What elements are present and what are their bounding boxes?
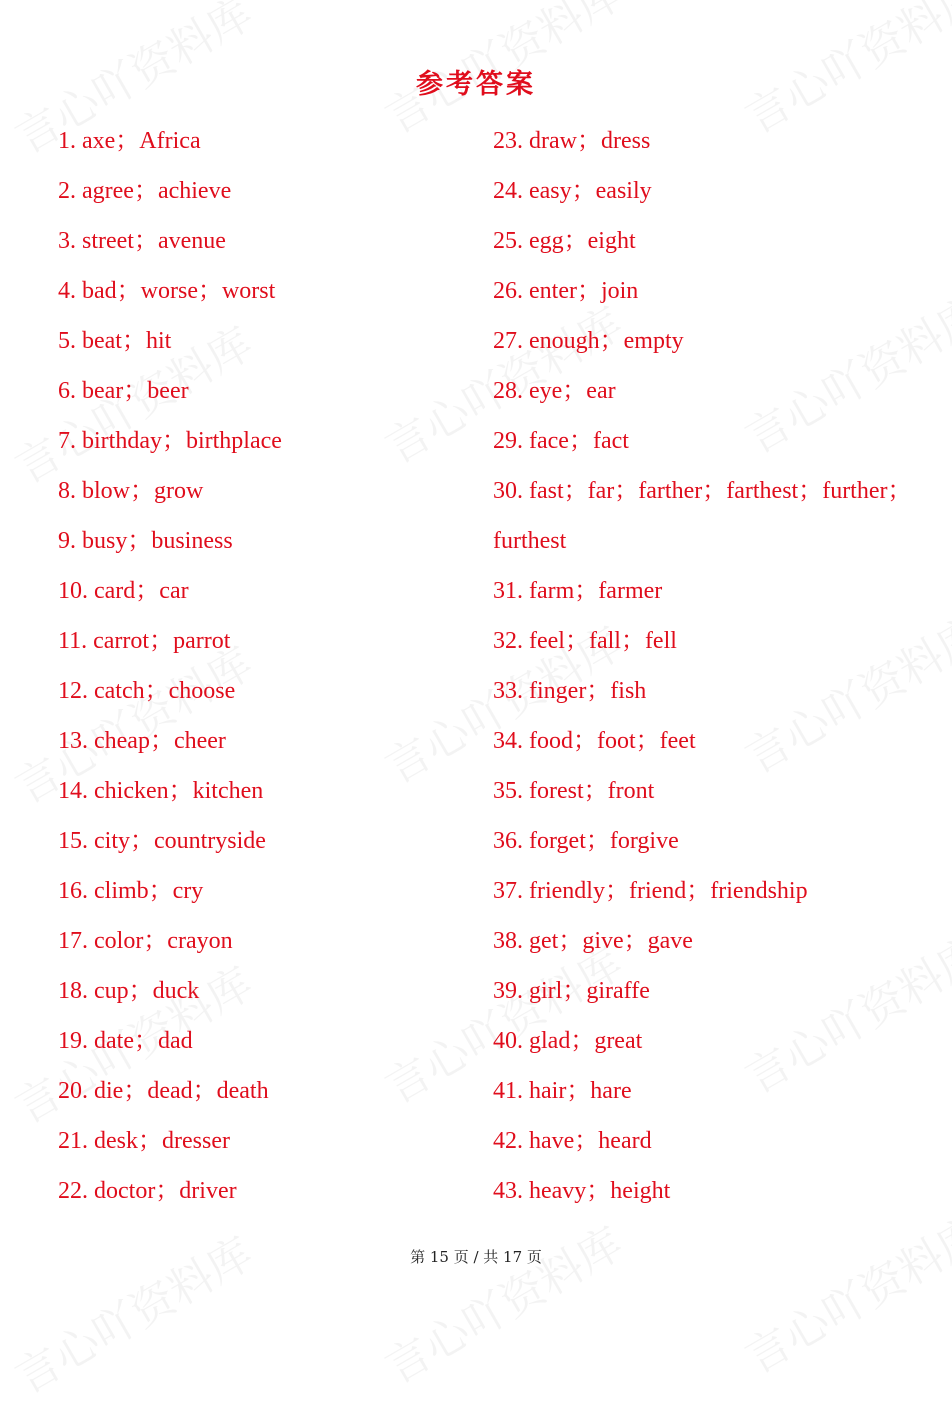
answer-item: 28. eye；ear (493, 378, 616, 404)
answers-right-column (493, 116, 913, 1216)
answer-item: 17. color；crayon (58, 928, 233, 954)
page-footer: 第 15 页 / 共 17 页 (410, 1248, 542, 1266)
answer-item: 15. city；countryside (58, 828, 266, 854)
answer-item: 9. busy；business (58, 528, 233, 554)
answer-item: 37. friendly；friend；friendship (493, 878, 808, 904)
answer-item: 26. enter；join (493, 278, 639, 304)
answer-item: 32. feel；fall；fell (493, 628, 677, 654)
answer-item: 13. cheap；cheer (58, 728, 226, 754)
answer-item: 3. street；avenue (58, 228, 226, 254)
answer-item: 18. cup；duck (58, 978, 200, 1004)
answer-item: 34. food；foot；feet (493, 728, 696, 754)
answer-item: 7. birthday；birthplace (58, 428, 282, 454)
watermark (372, 1208, 633, 1395)
answer-item: 42. have；heard (493, 1128, 652, 1154)
answer-item: 20. die；dead；death (58, 1078, 269, 1104)
answer-item: 27. enough；empty (493, 328, 684, 354)
answer-item: 31. farm；farmer (493, 578, 663, 604)
answer-item: 2. agree；achieve (58, 178, 232, 204)
answer-item: 12. catch；choose (58, 678, 236, 704)
watermark (732, 1198, 952, 1385)
answer-item: 35. forest；front (493, 778, 655, 804)
answer-item: 14. chicken；kitchen (58, 778, 264, 804)
answer-item: 16. climb；cry (58, 878, 204, 904)
answer-item: 5. beat；hit (58, 328, 172, 354)
answer-item: 1. axe；Africa (58, 128, 201, 154)
answer-item: 30. fast；far；farther；farthest；further；furthest (493, 478, 912, 554)
answer-item: 6. bear；beer (58, 378, 189, 404)
answer-item: 22. doctor；driver (58, 1178, 237, 1204)
answer-item: 24. easy；easily (493, 178, 652, 204)
answer-item: 38. get；give；gave (493, 928, 693, 954)
answer-item: 40. glad；great (493, 1028, 643, 1054)
answer-item: 41. hair；hare (493, 1078, 632, 1104)
answers-left-column (58, 116, 282, 1216)
page-title: 参考答案 (416, 69, 536, 100)
answer-item: 29. face；fact (493, 428, 629, 454)
answer-item: 10. card；car (58, 578, 189, 604)
answer-item: 8. blow；grow (58, 478, 204, 504)
answer-item: 21. desk；dresser (58, 1128, 230, 1154)
answer-item: 39. girl；giraffe (493, 978, 650, 1004)
answer-item: 4. bad；worse；worst (58, 278, 276, 304)
answer-item: 11. carrot；parrot (58, 628, 231, 654)
answer-item: 25. egg；eight (493, 228, 636, 254)
answer-item: 23. draw；dress (493, 128, 651, 154)
answer-item: 19. date；dad (58, 1028, 193, 1054)
answer-item: 36. forget；forgive (493, 828, 679, 854)
answer-item: 33. finger；fish (493, 678, 647, 704)
answer-item: 43. heavy；height (493, 1178, 671, 1204)
